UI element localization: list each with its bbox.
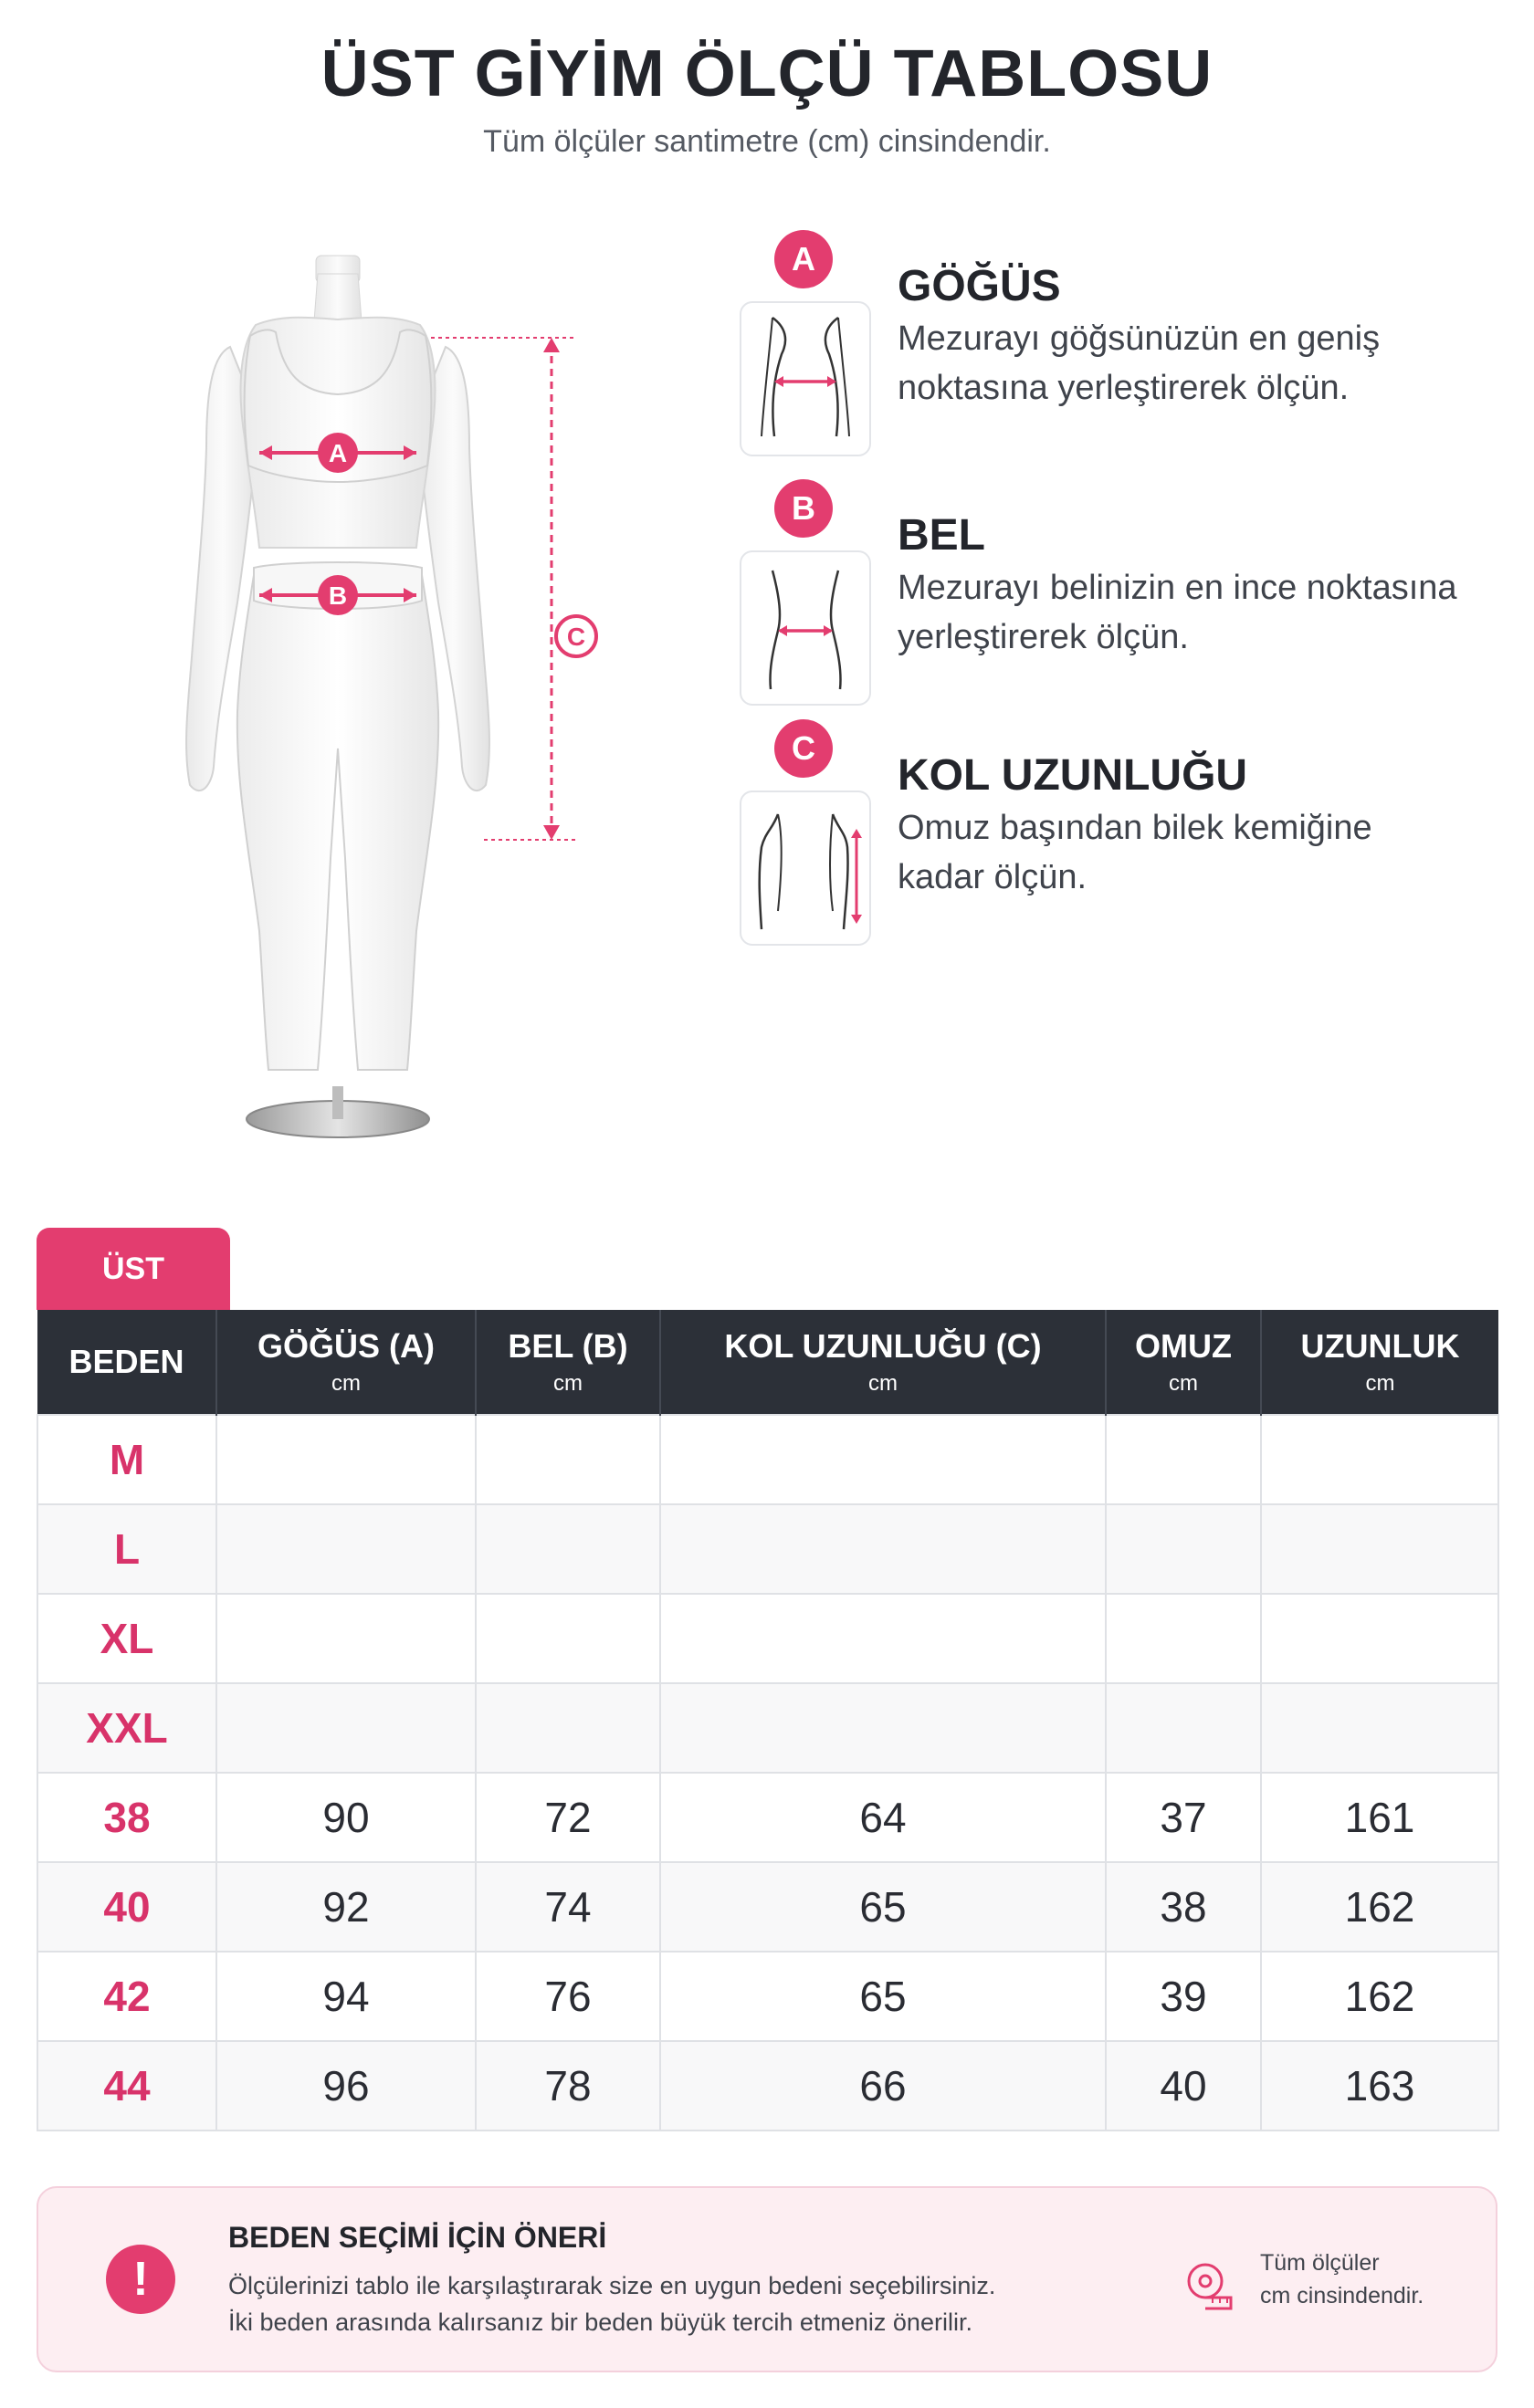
length-value: 162 [1261, 1952, 1498, 2041]
tip-note: Tüm ölçüler cm cinsindendir. [1260, 2250, 1424, 2309]
length-value [1261, 1504, 1498, 1594]
alert-icon: ! [106, 2245, 175, 2314]
waist-value: 78 [476, 2041, 660, 2131]
tip-text-line-2: İki beden arasında kalırsanız bir beden büyük tercih etmeniz önerilir. [228, 2309, 972, 2336]
size-label: 40 [37, 1862, 216, 1952]
length-value: 161 [1261, 1773, 1498, 1862]
waist-measure-card [740, 550, 871, 706]
sleeve-value [660, 1415, 1106, 1504]
column-header: UZUNLUK cm [1261, 1310, 1498, 1415]
waist-value: 72 [476, 1773, 660, 1862]
badge-a: A [774, 230, 833, 288]
waist-measure-icon [741, 552, 869, 704]
page-title: ÜST GİYİM ÖLÇÜ TABLOSU [320, 37, 1214, 110]
length-value [1261, 1683, 1498, 1773]
sleeve-value: 66 [660, 2041, 1106, 2131]
length-value [1261, 1594, 1498, 1683]
table-row [37, 1683, 1498, 1773]
shoulder-value: 39 [1106, 1952, 1261, 2041]
size-label: XL [37, 1594, 216, 1683]
waist-value: 76 [476, 1952, 660, 2041]
table-row [37, 1504, 1498, 1594]
size-label: 42 [37, 1952, 216, 2041]
sleeve-value: 65 [660, 1952, 1106, 2041]
badge-c: C [774, 719, 833, 778]
table-row [37, 1594, 1498, 1683]
shoulder-value [1106, 1504, 1261, 1594]
chest-measure-card [740, 301, 871, 456]
sleeve-description: Omuz başından bilek kemiğine kadar ölçün. [898, 809, 1372, 896]
length-value: 162 [1261, 1862, 1498, 1952]
size-label: L [37, 1504, 216, 1594]
mannequin-illustration [146, 237, 621, 1150]
badge-b: B [774, 479, 833, 538]
chest-title: GÖĞÜS [898, 262, 1061, 310]
waist-value [476, 1683, 660, 1773]
column-header: BEDEN [37, 1310, 216, 1415]
page-subtitle: Tüm ölçüler santimetre (cm) cinsindendir. [483, 124, 1051, 159]
waist-description: Mezurayı belinizin en ince noktasına yerleştirerek ölçün. [898, 569, 1457, 656]
marker-b: B [328, 581, 348, 610]
sleeve-measure-card [740, 790, 871, 946]
tip-title: BEDEN SEÇİMİ İÇİN ÖNERİ [228, 2221, 607, 2254]
shoulder-value [1106, 1415, 1261, 1504]
shoulder-value [1106, 1683, 1261, 1773]
waist-value [476, 1504, 660, 1594]
tip-text-line-1: Ölçülerinizi tablo ile karşılaştırarak size en uygun bedeni seçebilirsiniz. [228, 2272, 996, 2299]
waist-value: 74 [476, 1862, 660, 1952]
sleeve-value [660, 1594, 1106, 1683]
length-value: 163 [1261, 2041, 1498, 2131]
chest-value [216, 1504, 476, 1594]
waist-value [476, 1594, 660, 1683]
sleeve-value: 64 [660, 1773, 1106, 1862]
chest-value [216, 1683, 476, 1773]
measuring-tape-icon [1183, 2259, 1236, 2312]
tab-ust[interactable]: ÜST [37, 1228, 230, 1310]
chest-measure-icon [741, 303, 869, 455]
waist-value [476, 1415, 660, 1504]
size-label: 38 [37, 1773, 216, 1862]
chest-value: 92 [216, 1862, 476, 1952]
waist-title: BEL [898, 511, 985, 560]
sleeve-title: KOL UZUNLUĞU [898, 751, 1248, 800]
shoulder-value [1106, 1594, 1261, 1683]
chest-value: 90 [216, 1773, 476, 1862]
sleeve-value [660, 1504, 1106, 1594]
shoulder-value: 37 [1106, 1773, 1261, 1862]
column-header: GÖĞÜS (A) cm [216, 1310, 476, 1415]
marker-a: A [328, 439, 348, 467]
chest-value [216, 1594, 476, 1683]
sleeve-value: 65 [660, 1862, 1106, 1952]
size-label: 44 [37, 2041, 216, 2131]
length-value [1261, 1415, 1498, 1504]
column-header: OMUZ cm [1106, 1310, 1261, 1415]
sleeve-value [660, 1683, 1106, 1773]
table-row [37, 1415, 1498, 1504]
sleeve-measure-icon [741, 792, 869, 944]
table-header-row [37, 1310, 1498, 1415]
marker-c: C [566, 623, 586, 651]
chest-value [216, 1415, 476, 1504]
chest-value: 94 [216, 1952, 476, 2041]
size-label: XXL [37, 1683, 216, 1773]
shoulder-value: 40 [1106, 2041, 1261, 2131]
column-header: KOL UZUNLUĞU (C) cm [660, 1310, 1106, 1415]
chest-value: 96 [216, 2041, 476, 2131]
table-row [37, 2041, 1498, 2131]
table-row [37, 1952, 1498, 2041]
table-row [37, 1862, 1498, 1952]
column-header: BEL (B) cm [476, 1310, 660, 1415]
size-tip-box [37, 2186, 1497, 2372]
size-label: M [37, 1415, 216, 1504]
size-table [37, 1310, 1499, 2131]
shoulder-value: 38 [1106, 1862, 1261, 1952]
chest-description: Mezurayı göğsünüzün en geniş noktasına yerleştirerek ölçün. [898, 319, 1381, 407]
table-row [37, 1773, 1498, 1862]
